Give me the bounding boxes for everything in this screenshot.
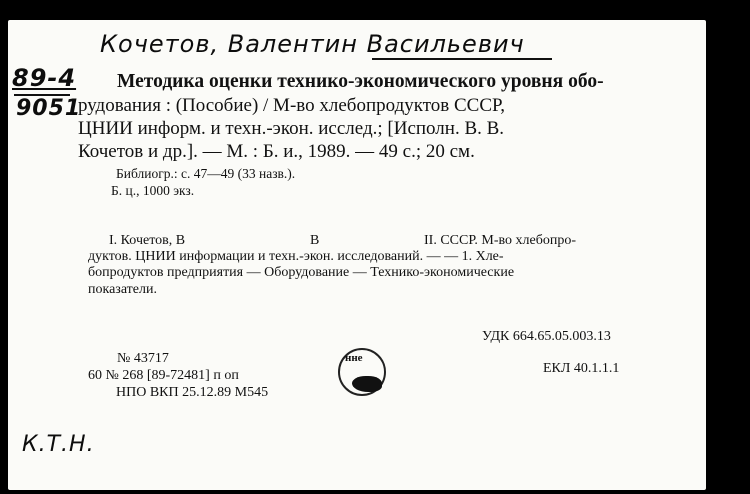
tracing-1c: II. СССР. М-во хлебопро-: [424, 233, 576, 248]
author-underline: [372, 58, 552, 60]
stamp-text: нне: [345, 352, 363, 364]
stamp-blot: [352, 376, 382, 392]
title-line-2: рудования : (Пособие) / М-во хлебопродуктов СССР,: [78, 95, 505, 116]
author-handwritten: Кочетов, Валентин Васильевич: [100, 30, 525, 58]
title-line-4: Кочетов и др.]. — М. : Б. и., 1989. — 49 с.; 20 см.: [78, 141, 475, 162]
tracing-2: дуктов. ЦНИИ информации и техн.-экон. исследований. — — 1. Хле-: [88, 249, 504, 264]
degree-handwritten: К.Т.Н.: [22, 432, 95, 457]
shelf-code: 89-4: [12, 64, 77, 92]
shelf-subcode: 9051: [16, 96, 82, 121]
biblio-note: Библиогр.: с. 47—49 (33 назв.).: [116, 166, 296, 181]
tracing-1a: I. Кочетов, В: [109, 233, 186, 248]
tracing-4: показатели.: [88, 282, 157, 297]
order-number: 60 № 268 [89-72481] п оп: [88, 368, 239, 383]
title-line-3: ЦНИИ информ. и техн.-экон. исслед.; [Исполн. В. В.: [78, 118, 505, 139]
print-info: НПО ВКП 25.12.89 М545: [116, 385, 269, 400]
ekl-code: ЕКЛ 40.1.1.1: [543, 361, 620, 376]
tracing-3: бопродуктов предприятия — Оборудование — Технико-экономические: [88, 265, 515, 280]
udk-code: УДК 664.65.05.003.13: [482, 329, 611, 344]
price-note: Б. ц., 1000 экз.: [111, 183, 195, 198]
shelf-divider: [14, 94, 70, 96]
tracing-1b: В: [310, 233, 320, 248]
title-line-1: Методика оценки технико-экономического уровня обо-: [117, 71, 604, 92]
record-number: № 43717: [117, 351, 169, 366]
